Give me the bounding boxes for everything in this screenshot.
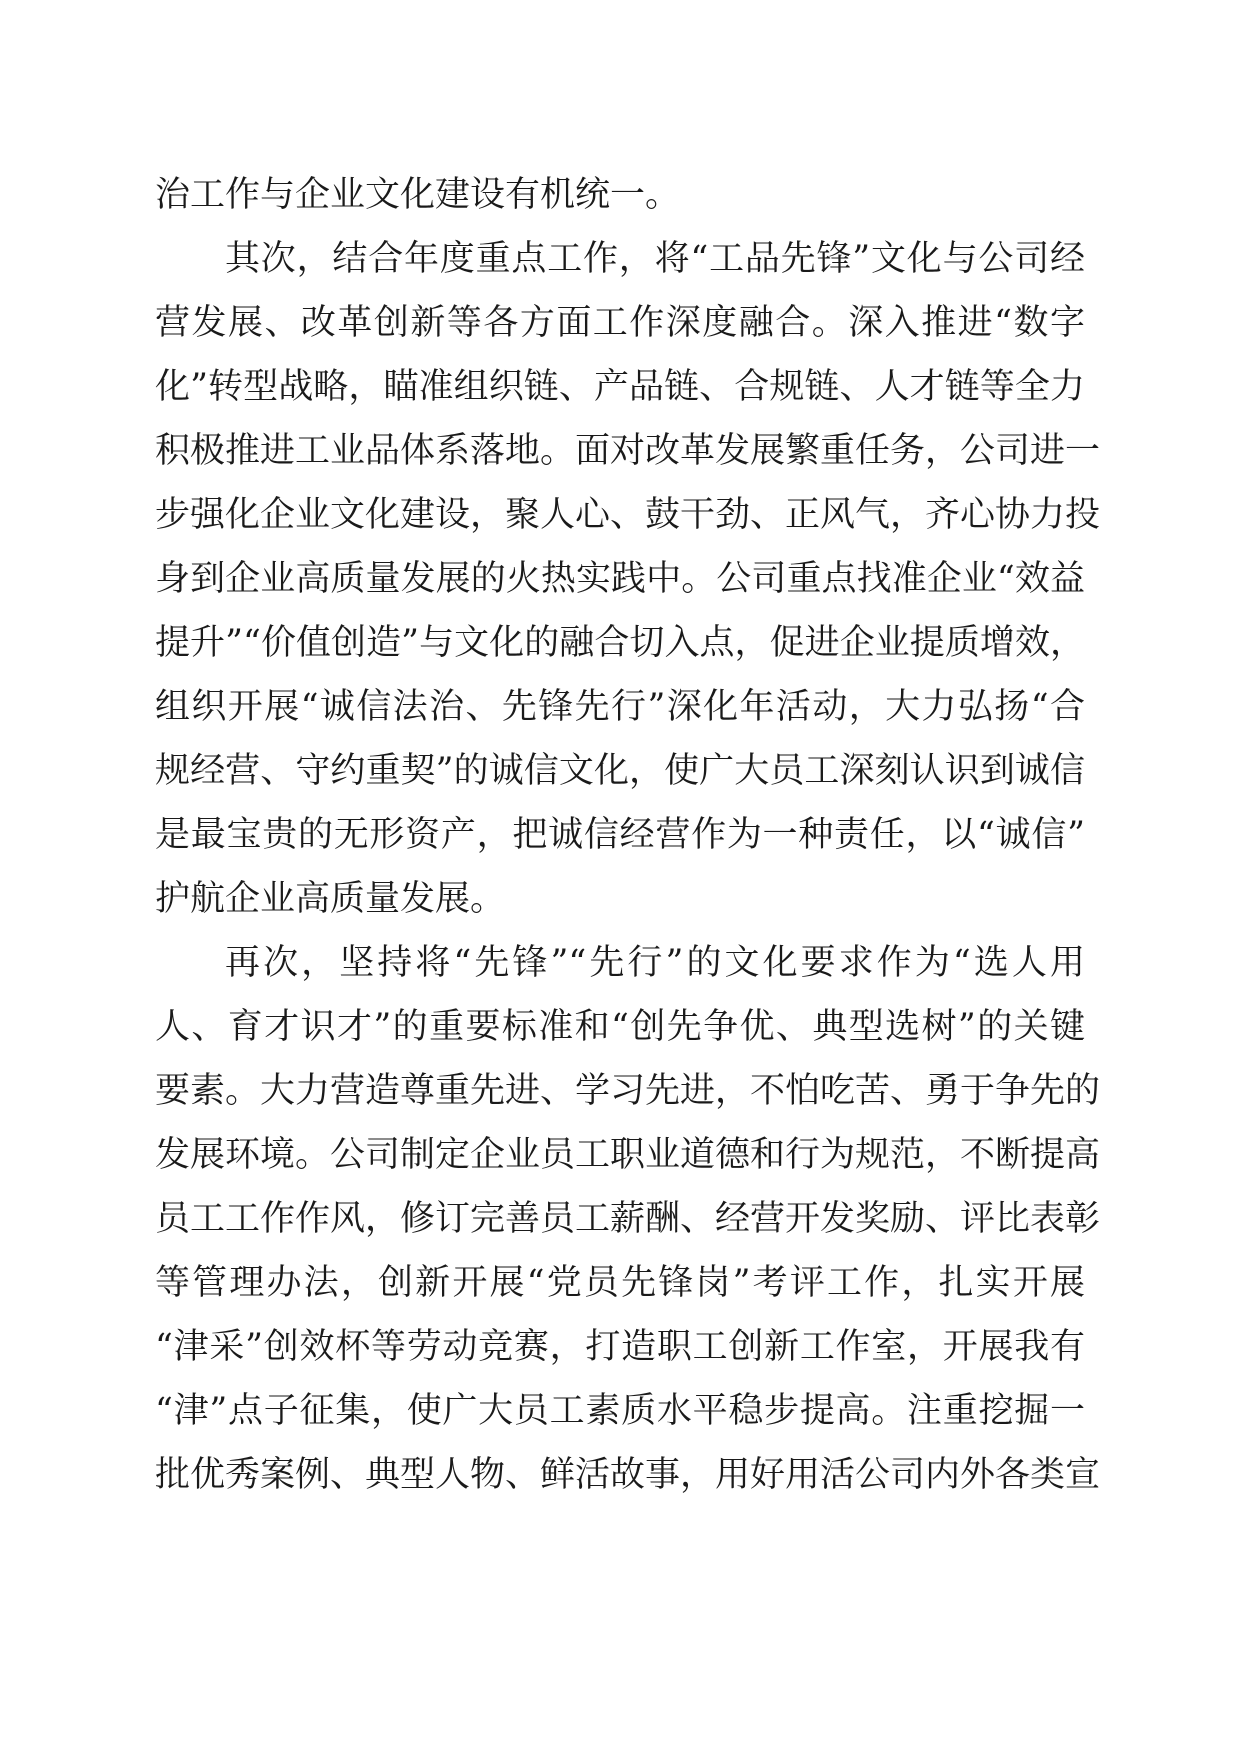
text-line: “津”点子征集，使广大员工素质水平稳步提高。注重挖掘一 — [155, 1391, 1085, 1431]
text-line: 治工作与企业文化建设有机统一。 — [155, 175, 681, 215]
text-line: 积极推进工业品体系落地。面对改革发展繁重任务，公司进一 — [155, 431, 1101, 471]
text-line: 发展环境。公司制定企业员工职业道德和行为规范，不断提高 — [155, 1135, 1101, 1175]
text-line: 要素。大力营造尊重先进、学习先进，不怕吃苦、勇于争先的 — [155, 1071, 1101, 1111]
text-line: 化”转型战略，瞄准组织链、产品链、合规链、人才链等全力 — [155, 367, 1085, 407]
text-line: 再次，坚持将“先锋”“先行”的文化要求作为“选人用 — [225, 943, 1085, 983]
text-line: 其次，结合年度重点工作，将“工品先锋”文化与公司经 — [225, 239, 1085, 279]
text-line: 等管理办法，创新开展“党员先锋岗”考评工作，扎实开展 — [155, 1263, 1085, 1303]
text-line: 批优秀案例、典型人物、鲜活故事，用好用活公司内外各类宣 — [155, 1455, 1101, 1495]
text-line: 身到企业高质量发展的火热实践中。公司重点找准企业“效益 — [155, 559, 1085, 599]
text-line: 人、育才识才”的重要标准和“创先争优、典型选树”的关键 — [155, 1007, 1085, 1047]
text-line: 员工工作作风，修订完善员工薪酬、经营开发奖励、评比表彰 — [155, 1199, 1101, 1239]
text-line: 规经营、守约重契”的诚信文化，使广大员工深刻认识到诚信 — [155, 751, 1085, 791]
text-line: 提升”“价值创造”与文化的融合切入点，促进企业提质增效， — [155, 623, 1085, 663]
text-line: 营发展、改革创新等各方面工作深度融合。深入推进“数字 — [155, 303, 1085, 343]
text-line: 护航企业高质量发展。 — [155, 879, 506, 919]
text-line: 是最宝贵的无形资产，把诚信经营作为一种责任，以“诚信” — [155, 815, 1085, 855]
text-line: “津采”创效杯等劳动竞赛，打造职工创新工作室，开展我有 — [155, 1327, 1085, 1367]
text-line: 组织开展“诚信法治、先锋先行”深化年活动，大力弘扬“合 — [155, 687, 1085, 727]
body-text — [155, 163, 1101, 1507]
text-line: 步强化企业文化建设，聚人心、鼓干劲、正风气，齐心协力投 — [155, 495, 1101, 535]
